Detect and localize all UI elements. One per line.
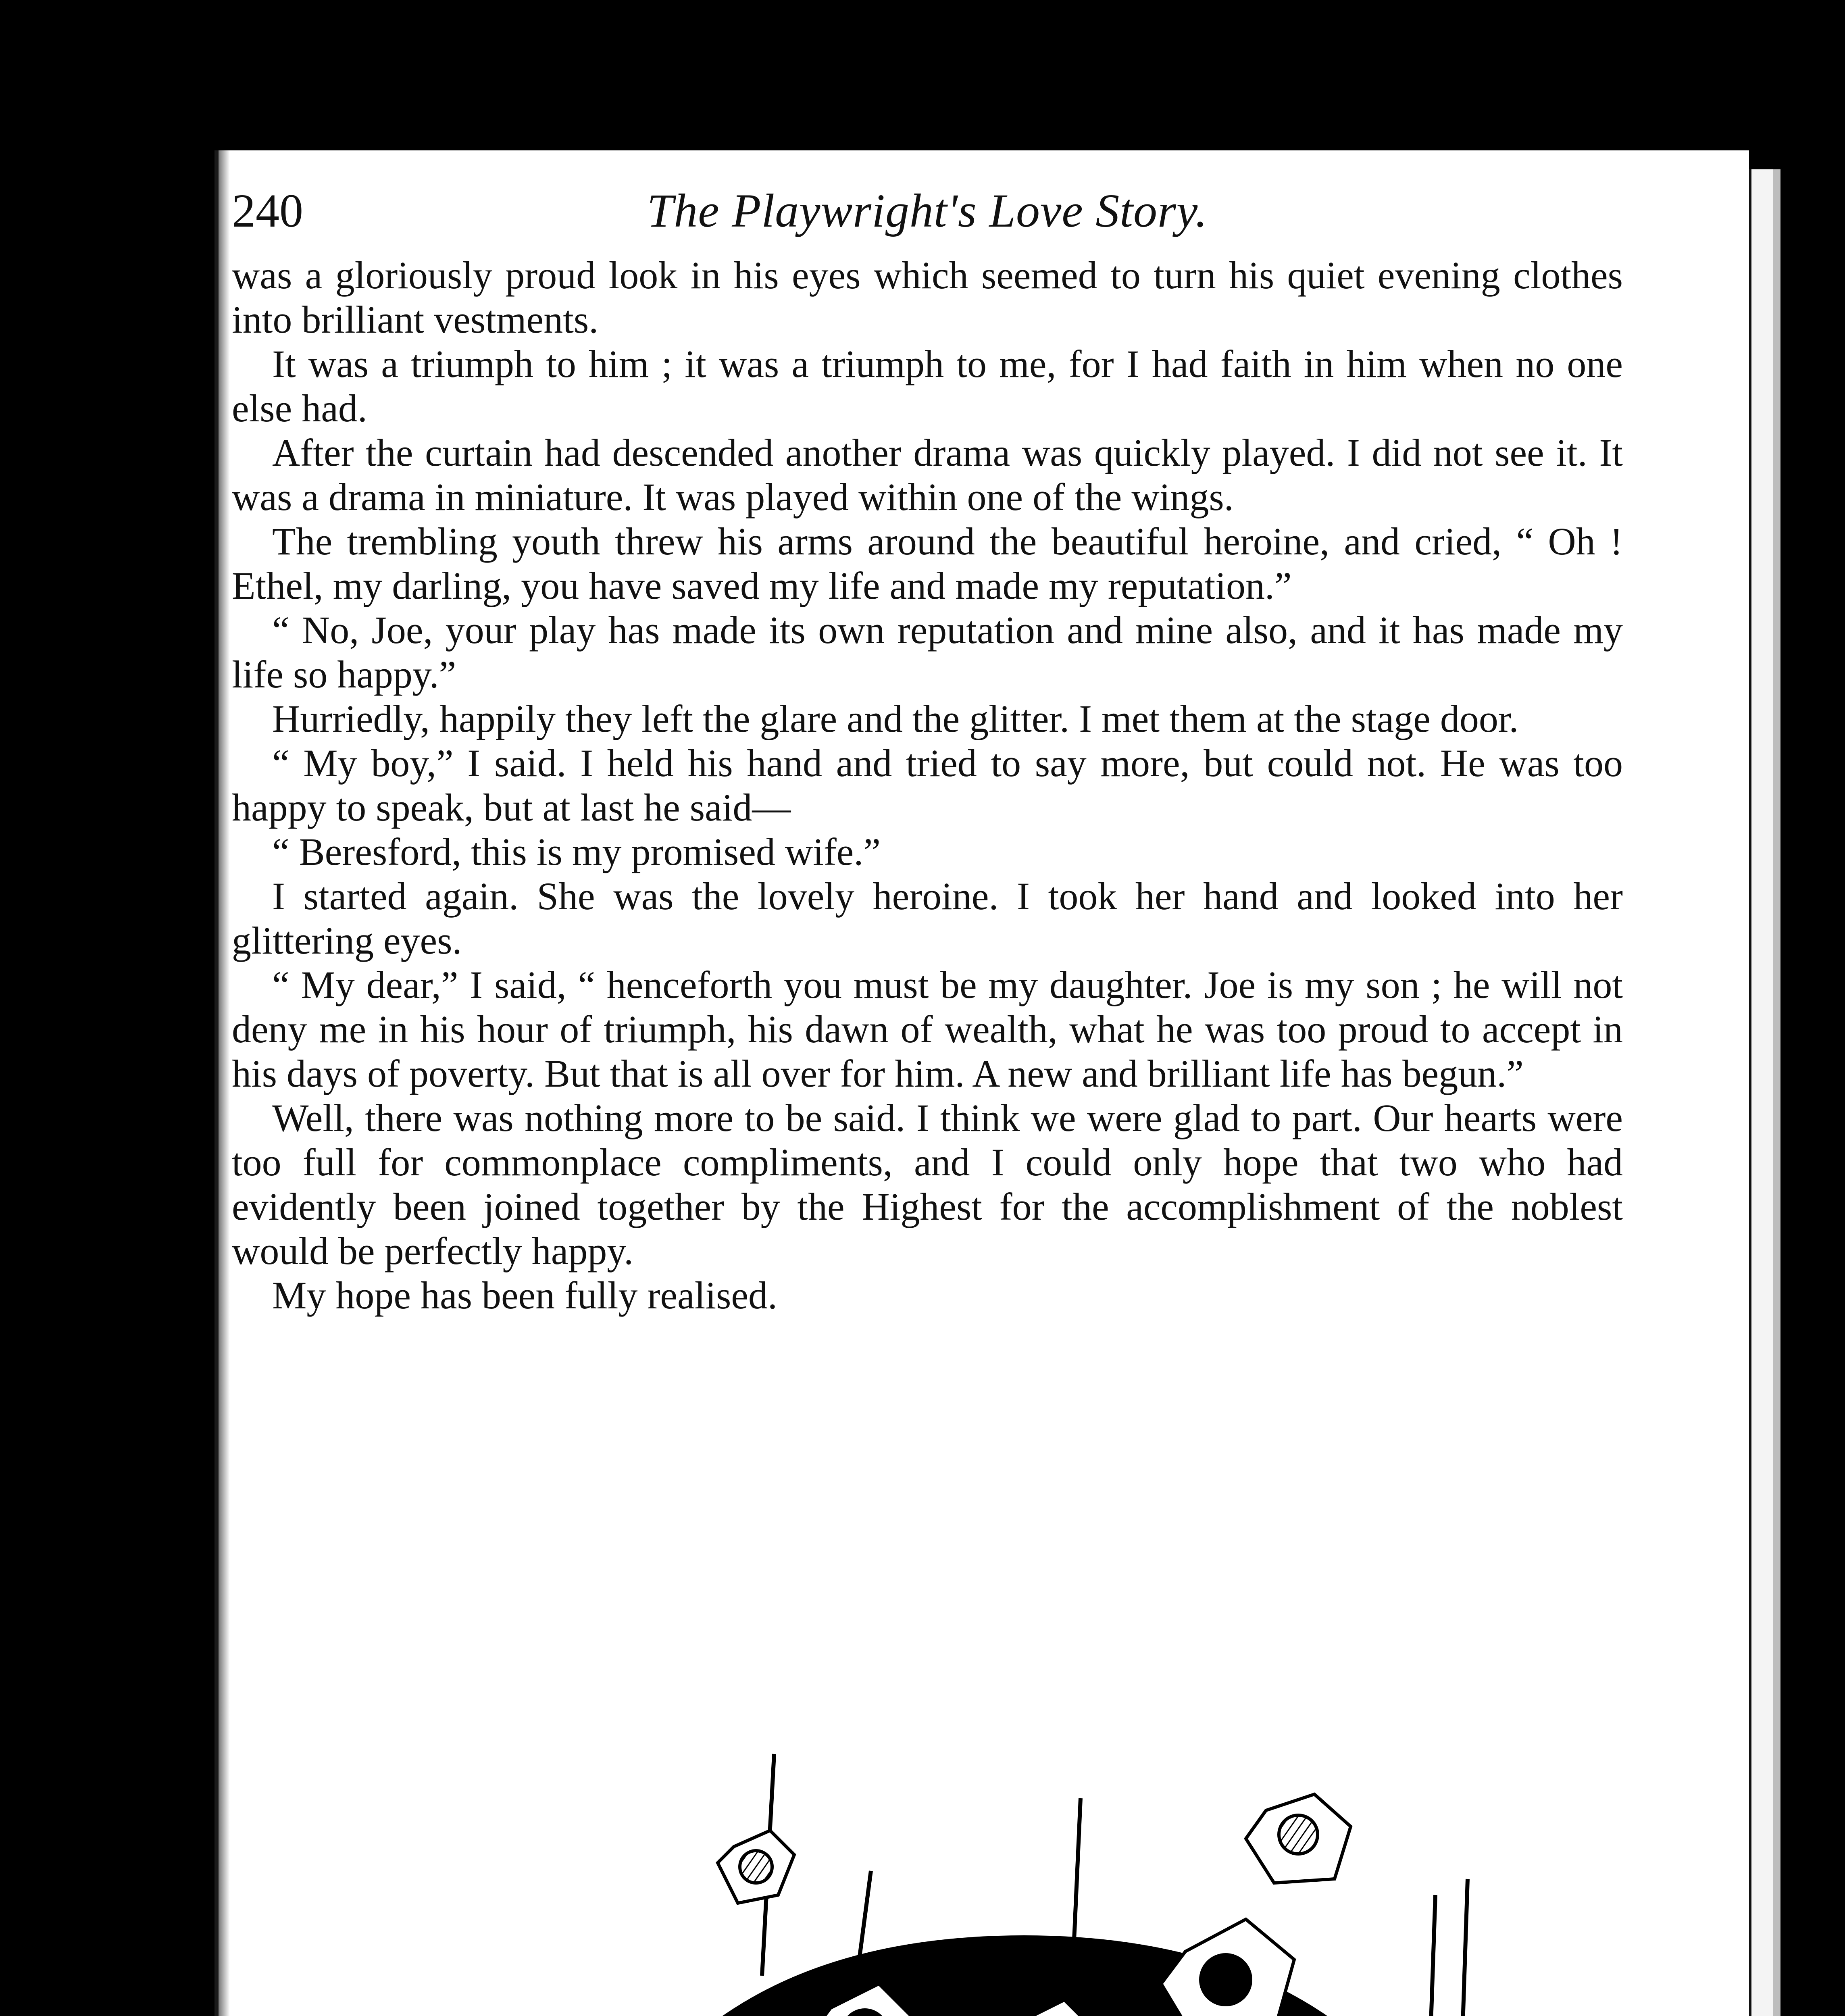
paragraph: “ My boy,” I said. I held his hand and tried to say more, but could not. He was too happy to speak, but at last he said— bbox=[232, 741, 1623, 829]
paragraph: It was a triumph to him ; it was a triumph to me, for I had faith in him when no one else had. bbox=[232, 342, 1623, 430]
paragraph: After the curtain had descended another drama was quickly played. I did not see it. It was a drama in miniature. It was played within one of the wings. bbox=[232, 431, 1623, 519]
paragraph: was a gloriously proud look in his eyes which seemed to turn his quiet evening clothes into brilliant vestments. bbox=[232, 254, 1623, 341]
paragraph: Hurriedly, happily they left the glare and the glitter. I met them at the stage door. bbox=[272, 697, 1519, 740]
page-gutter-shadow bbox=[219, 150, 230, 2016]
paragraph: I started again. She was the lovely heroine. I took her hand and looked into her glittering eyes. bbox=[232, 875, 1623, 962]
paragraph: “ My dear,” I said, “ henceforth you must be my daughter. Joe is my son ; he will not deny me in his hour of triumph, his dawn of wealth, what he was too proud to accept in his days of poverty. But that is all over for him. A new and brilliant life has begun.” bbox=[232, 963, 1623, 1095]
running-title: The Playwright's Love Story. bbox=[647, 184, 1208, 237]
paragraph: The trembling youth threw his arms around the beautiful heroine, and cried, “ Oh ! Ethel, my darling, you have saved my life and made my reputation.” bbox=[232, 520, 1623, 607]
facing-page-shadow bbox=[1773, 169, 1780, 2016]
artist-signature bbox=[524, 1726, 1572, 2016]
page-number: 240 bbox=[232, 184, 303, 237]
paragraph: “ Beresford, this is my promised wife.” bbox=[272, 830, 881, 873]
facing-page-edge bbox=[1749, 169, 1776, 2016]
paragraph: My hope has been fully realised. bbox=[272, 1274, 777, 1317]
paragraph: Well, there was nothing more to be said. I think we were glad to part. Our hearts were too full for commonplace compliments, and I could only hope that two who had evidently been joined together by the Highest for the accomplishment of the noblest would be perfectly happy. bbox=[232, 1096, 1623, 1272]
daffodil-illustration bbox=[524, 1726, 1572, 2016]
running-head bbox=[232, 167, 1623, 248]
story-body bbox=[232, 253, 1623, 1318]
paragraph: “ No, Joe, your play has made its own reputation and mine also, and it has made my life so happy.” bbox=[232, 608, 1623, 696]
